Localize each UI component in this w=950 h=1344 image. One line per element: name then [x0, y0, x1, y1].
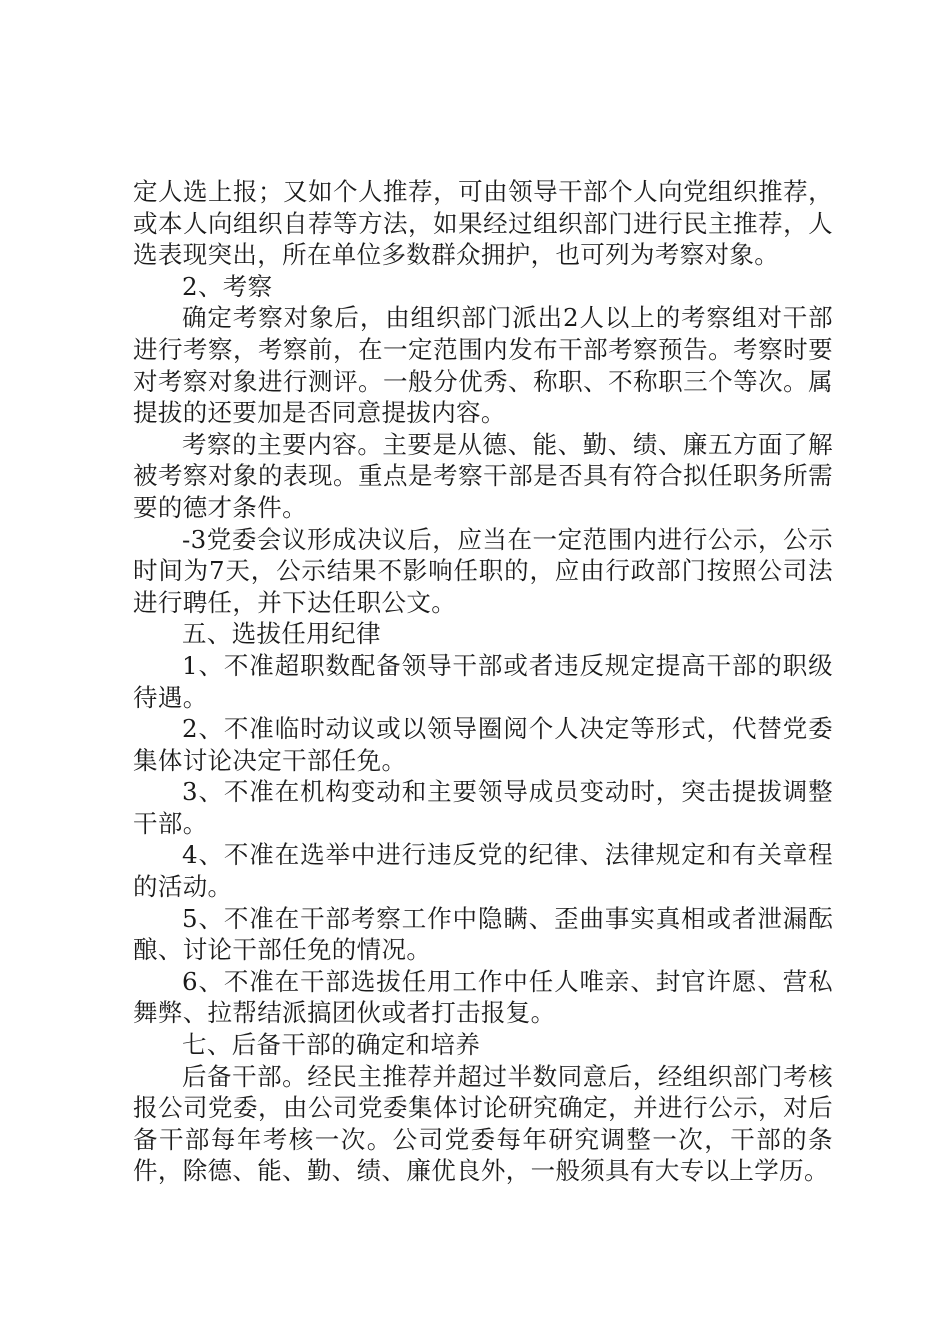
rule-item-5: 5、不准在干部考察工作中隐瞒、歪曲事实真相或者泄漏酝酿、讨论干部任免的情况。: [133, 903, 833, 965]
paragraph-publicity: -3党委会议形成决议后，应当在一定范围内进行公示，公示时间为7天，公示结果不影响任职的，应由行政部门按照公司法进行聘任，并下达任职公文。: [133, 524, 833, 617]
subheading-inspection: 2、考察: [182, 271, 273, 301]
rule-item-2: 2、不准临时动议或以领导圈阅个人决定等形式，代替党委集体讨论决定干部任免。: [133, 714, 833, 775]
heading-reserve-cadres: 七、后备干部的确定和培养: [182, 1030, 481, 1060]
rule-item-6: 6、不准在干部选拔任用工作中任人唯亲、封官许愿、营私舞弊、拉帮结派搞团伙或者打击报复。: [133, 966, 833, 1028]
rule-item-1: 1、不准超职数配备领导干部或者违反规定提高干部的职级待遇。: [133, 650, 833, 712]
rule-item-4: 4、不准在选举中进行违反党的纪律、法律规定和有关章程的活动。: [133, 840, 833, 902]
paragraph-inspection-content: 考察的主要内容。主要是从德、能、勤、绩、廉五方面了解被考察对象的表现。重点是考察干部是否具有符合拟任职务所需要的德才条件。: [133, 429, 833, 522]
rule-item-3: 3、不准在机构变动和主要领导成员变动时，突击提拔调整干部。: [133, 777, 833, 838]
paragraph-continuation: 定人选上报；又如个人推荐，可由领导干部个人向党组织推荐，或本人向组织自荐等方法，如果经过组织部门进行民主推荐，人选表现突出，所在单位多数群众拥护，也可列为考察对象。: [133, 177, 833, 270]
paragraph-inspection-process: 确定考察对象后，由组织部门派出2人以上的考察组对干部进行考察，考察前，在一定范围内发布干部考察预告。考察时要对考察对象进行测评。一般分优秀、称职、不称职三个等次。属提拔的还要加是否同意提拔内容。: [133, 303, 833, 428]
document-body: [133, 176, 833, 1187]
paragraph-reserve-cadres: 后备干部。经民主推荐并超过半数同意后，经组织部门考核报公司党委，由公司党委集体讨论研究确定，并进行公示，对后备干部每年考核一次。公司党委每年研究调整一次，干部的条件，除德、能、勤、绩、廉优良外，一般须具有大专以上学历。: [133, 1061, 833, 1186]
heading-discipline: 五、选拔任用纪律: [182, 619, 381, 649]
